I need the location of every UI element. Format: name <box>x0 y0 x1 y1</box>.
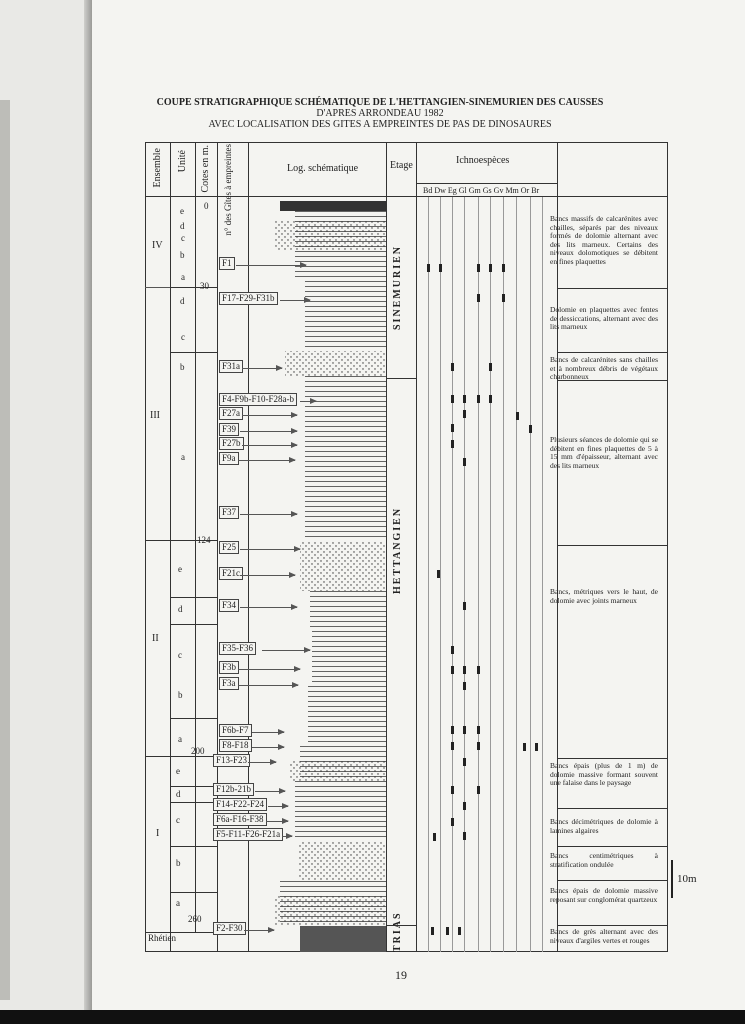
gite-label: F9a <box>219 452 239 465</box>
etage-sinemurien: SINEMURIEN <box>392 245 403 331</box>
cote-label: 30 <box>200 281 209 291</box>
previous-page-edge <box>0 0 92 1024</box>
cotes-header: Cotes en m. <box>200 145 211 193</box>
gite-label: F3b <box>219 661 239 674</box>
etage-hettangien: HETTANGIEN <box>392 506 403 594</box>
gite-label: F25 <box>219 541 239 554</box>
desc-5: Bancs, métriques vers le haut, de dolomie avec joints marneux <box>550 587 658 605</box>
gite-label: F31a <box>219 360 243 373</box>
unite-label: a <box>181 272 185 282</box>
scan-border <box>0 1010 745 1024</box>
gite-label: F2-F30 <box>213 922 246 935</box>
unite-label: d <box>178 604 183 614</box>
gite-label: F13-F23 <box>213 754 250 767</box>
desc-3: Bancs de calcarénites sans chailles et à nombreux débris de végétaux charbonneux <box>550 355 658 381</box>
figure-subtitle: D'APRES ARRONDEAU 1982 <box>316 108 444 119</box>
gite-label: F35-F36 <box>219 642 256 655</box>
desc-7: Bancs décimétriques de dolomie à lamines algaires <box>550 817 658 835</box>
page-number: 19 <box>395 968 407 982</box>
unite-label: b <box>176 858 181 868</box>
desc-2: Dolomie en plaquettes avec fentes de dessiccations, alternant avec des lits marneux <box>550 305 658 331</box>
gite-label: F6b-F7 <box>219 724 252 737</box>
ichno-codes: Bd Dw Eg Gl Gm Gs Gv Mm Or Br <box>423 186 540 195</box>
unite-label: e <box>178 564 182 574</box>
cote-label: 200 <box>191 746 205 756</box>
ensemble-IV: IV <box>152 240 163 251</box>
gite-label: F8-F18 <box>219 739 252 752</box>
gite-label: F4-F9b-F10-F28a-b <box>219 393 297 406</box>
scale-bar <box>671 860 673 898</box>
cote-label: 260 <box>188 914 202 924</box>
unite-label: b <box>180 362 185 372</box>
desc-10: Bancs de grès alternant avec des niveaux d'argiles vertes et rouges <box>550 927 658 945</box>
unite-label: e <box>176 766 180 776</box>
desc-4: Plusieurs séances de dolomie qui se débitent en fines plaquettes de 5 à 15 mm d'épaisseur, alternant avec des lits marneux <box>550 435 658 470</box>
gite-label: F14-F22-F24 <box>213 798 267 811</box>
unite-label: d <box>180 296 185 306</box>
unite-label: d <box>176 789 181 799</box>
ensemble-rhetien: Rhétien <box>148 933 176 943</box>
cote-label: 0 <box>204 201 209 211</box>
unite-label: d <box>180 221 185 231</box>
etage-trias: TRIAS <box>392 911 403 952</box>
unite-label: c <box>181 233 185 243</box>
unite-label: b <box>178 690 183 700</box>
gite-label: F39 <box>219 423 239 436</box>
gite-label: F12b-21b <box>213 783 254 796</box>
gite-label: F6a-F16-F38 <box>213 813 267 826</box>
scale-label: 10m <box>677 873 697 885</box>
gite-label: F37 <box>219 506 239 519</box>
gites-header: n° des Gîtes à empreintes <box>223 144 233 236</box>
unite-label: c <box>178 650 182 660</box>
unite-label: a <box>178 734 182 744</box>
etage-header: Etage <box>390 160 413 171</box>
ensemble-III: III <box>150 410 160 421</box>
gite-label: F1 <box>219 257 235 270</box>
cote-label: 124 <box>197 535 211 545</box>
gite-label: F21c <box>219 567 243 580</box>
unite-label: a <box>181 452 185 462</box>
desc-1: Bancs massifs de calcarénites avec chailles, séparés par des niveaux formés de dolomie alternant avec des lits marneux. Certains des niveaux dolomotiques se débitent en fines plaquettes <box>550 214 658 266</box>
gite-label: F34 <box>219 599 239 612</box>
gite-label: F17-F29-F31b <box>219 292 278 305</box>
log-header: Log. schématique <box>287 163 359 174</box>
desc-6: Bancs épais (plus de 1 m) de dolomie massive formant souvent une falaise dans le paysage <box>550 761 658 787</box>
unite-label: e <box>180 206 184 216</box>
figure-subtitle-2: AVEC LOCALISATION DES GITES A EMPREINTES DE PAS DE DINOSAURES <box>208 119 552 130</box>
gite-label: F3a <box>219 677 239 690</box>
gite-label: F27b <box>219 437 244 450</box>
unite-label: c <box>176 815 180 825</box>
gite-label: F5-F11-F26-F21a <box>213 828 283 841</box>
desc-8: Bancs centimétriques à stratification ondulée <box>550 851 658 869</box>
ensemble-II: II <box>152 633 159 644</box>
ichno-header: Ichnoespèces <box>456 155 510 166</box>
gite-label: F27a <box>219 407 243 420</box>
unite-header: Unité <box>177 150 188 173</box>
unite-label: a <box>176 898 180 908</box>
unite-label: c <box>181 332 185 342</box>
unite-label: b <box>180 250 185 260</box>
ensemble-header: Ensemble <box>152 148 163 188</box>
desc-9: Bancs épais de dolomie massive reposant sur conglomérat quartzeux <box>550 886 658 904</box>
figure-title: COUPE STRATIGRAPHIQUE SCHÉMATIQUE DE L'HETTANGIEN-SINEMURIEN DES CAUSSES <box>156 97 604 108</box>
ensemble-I: I <box>156 828 160 839</box>
